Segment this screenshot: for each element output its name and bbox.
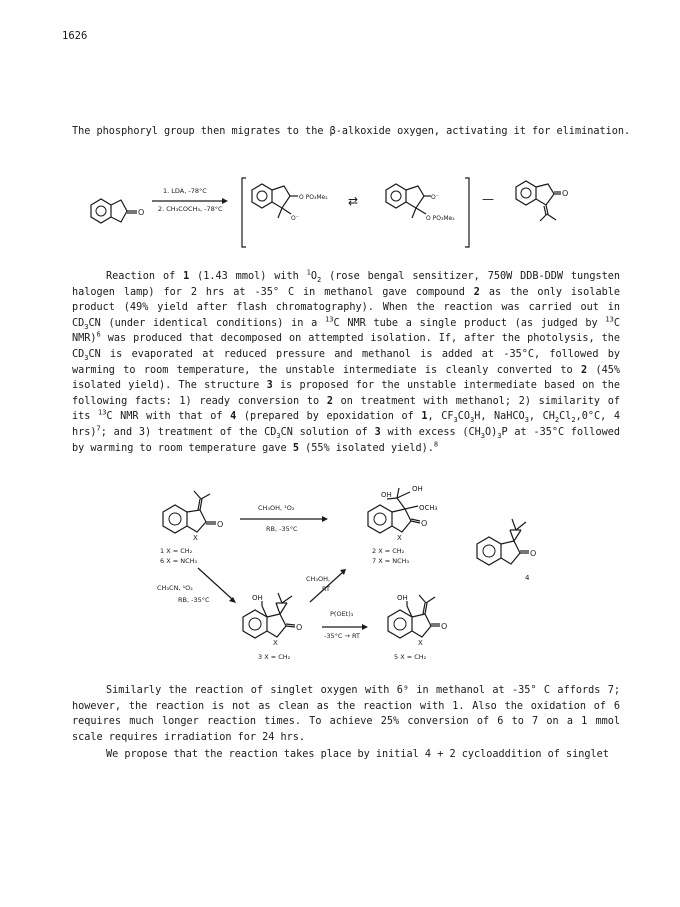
- compound-3-structure: [243, 593, 302, 647]
- reagent-bottom: 2. CH₃COCH₃, -78°C: [158, 205, 223, 213]
- oxide-a: O⁻: [291, 215, 299, 222]
- x-label-5: X: [418, 639, 423, 647]
- paragraph-1: Reaction of 1 (1.43 mmol) with $^1O_2$ (rose bengal sensitizer, 750W DDB-DDW tungsten halogen lamp) for 2 hrs at -35° C in methanol gave compound 2 as the only isolable product (49% yield after flash chromatography). When the reaction was carried out in $CD_3CN$ (under identical conditions) in a $^{13}$C NMR tube a single product (as judged by $^{13}$C NMR)$^6$ was produced that decomposed on attempted isolation. If, after the photolysis, the $CD_3CN$ is evaporated at reduced pressure and methanol is added at -35°C, followed by warming to room temperature, the unstable intermediate is cleanly converted to 2 (45% isolated yield). The structure 3 is proposed for the unstable intermediate based on the following facts: 1) ready conversion to 2 on treatment with methanol; 2) similarity of its $^{13}$C NMR with that of 4 (prepared by epoxidation of 1, $CF_3CO_3H$, NaHCO$_3$, $CH_2Cl_2,0^\circ C$, 4 hrs)$^7$; and 3) treatment of the $CD_3CN$ solution of 3 with excess $(CH_3O)_3P$ at -35°C followed by warming to room temperature gave 5 (55% isolated yield).$^8$: [72, 268, 620, 454]
- cond-1-top: CH₃OH, ¹O₂: [258, 504, 295, 512]
- oh-2b: OH: [412, 485, 423, 493]
- label-compound-6: 6 X = NCH₃: [160, 557, 198, 565]
- x-label-3: X: [273, 639, 278, 647]
- label-compound-2: 2 X = CH₂: [372, 547, 405, 555]
- oxide-b: O⁻: [431, 194, 439, 201]
- carbonyl-o-2: O: [421, 519, 428, 528]
- compound-1-structure: [163, 491, 223, 542]
- carbonyl-o-5: O: [441, 622, 448, 631]
- x-label-2: X: [397, 534, 402, 542]
- compound-5-structure: [388, 594, 447, 647]
- carbonyl-o-start: O: [138, 208, 145, 217]
- oh-5: OH: [397, 594, 408, 602]
- label-compound-1: 1 X = CH₂: [160, 547, 193, 555]
- x-label-1: X: [193, 534, 198, 542]
- carbonyl-o-product: O: [562, 189, 569, 198]
- cond-2-top: CH₃CN, ¹O₂: [157, 584, 193, 592]
- carbonyl-o-4: O: [530, 549, 537, 558]
- och3-2: OCH₃: [419, 504, 438, 512]
- label-compound-5: 5 X = CH₂: [394, 653, 427, 661]
- reaction-arrow: —: [482, 192, 494, 206]
- cond-4-top: P(OEt)₃: [330, 610, 354, 618]
- paragraph-2: Similarly the reaction of singlet oxygen with 6⁹ in methanol at -35° C affords 7; however, the reaction is not as clean as the reaction with 1. Also the oxidation of 6 requires much longer reaction times. To achieve 25% conversion of 6 to 7 on a 1 mmol scale requires irradiation for 24 hrs.: [72, 685, 620, 743]
- label-compound-7: 7 X = NCH₃: [372, 557, 410, 565]
- carbonyl-o-1: O: [217, 520, 224, 529]
- phosphate-b: O PO₃Me₂: [426, 215, 455, 222]
- cond-3-top: CH₃OH,: [306, 575, 331, 583]
- cond-3-bottom: RT: [322, 585, 331, 593]
- equilibrium-arrow: ⇄: [348, 194, 359, 208]
- page-number: 1626: [62, 30, 88, 42]
- compound-4-structure: [477, 519, 536, 565]
- cond-2-bottom: RB, -35°C: [178, 596, 210, 604]
- label-compound-4: 4: [525, 574, 530, 582]
- carbonyl-o-3: O: [296, 623, 303, 632]
- cond-4-bottom: -35°C → RT: [324, 632, 360, 640]
- oh-3: OH: [252, 594, 263, 602]
- compound-2-structure: [368, 485, 438, 542]
- phosphate-a: O PO₃Me₂: [299, 194, 328, 201]
- label-compound-3: 3 X = CH₂: [258, 653, 291, 661]
- paragraph-3: We propose that the reaction takes place by initial 4 + 2 cycloaddition of singlet: [106, 749, 609, 760]
- intro-sentence: The phosphoryl group then migrates to the β-alkoxide oxygen, activating it for elimination.: [72, 126, 631, 137]
- cond-1-bottom: RB, -35°C: [266, 525, 298, 533]
- reagent-top: 1. LDA, -78°C: [163, 187, 207, 195]
- oh-2a: OH: [381, 491, 392, 499]
